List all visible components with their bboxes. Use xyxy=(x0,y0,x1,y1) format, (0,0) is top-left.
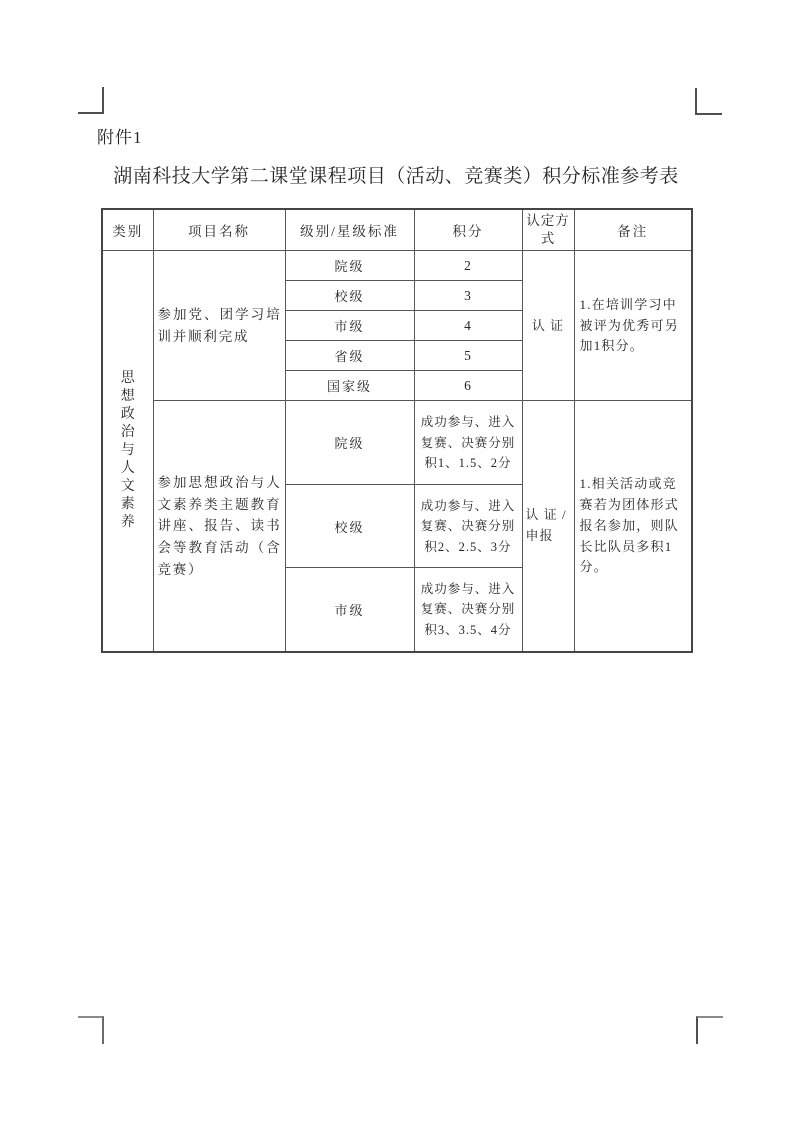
col-header-remark: 备注 xyxy=(574,209,692,251)
points-cell: 成功参与、进入复赛、决赛分别积3、3.5、4分 xyxy=(414,568,522,652)
level-cell: 市级 xyxy=(285,311,414,341)
points-cell: 成功参与、进入复赛、决赛分别积2、2.5、3分 xyxy=(414,485,522,568)
remark-cell: 1.相关活动或竞赛若为团体形式报名参加，则队长比队员多积1分。 xyxy=(574,401,692,652)
col-header-level: 级别/星级标准 xyxy=(285,209,414,251)
category-cell: 思 想 政 治 与 人 文 素 养 xyxy=(102,251,153,652)
level-cell: 国家级 xyxy=(285,371,414,401)
table-header-row xyxy=(102,209,692,251)
points-cell: 3 xyxy=(414,281,522,311)
attachment-label: 附件1 xyxy=(97,128,143,147)
scoring-table xyxy=(101,208,693,653)
level-cell: 院级 xyxy=(285,401,414,485)
method-cell: 认 证 xyxy=(522,251,574,401)
points-cell: 成功参与、进入复赛、决赛分别积1、1.5、2分 xyxy=(414,401,522,485)
col-header-method: 认定方式 xyxy=(522,209,574,251)
col-header-project: 项目名称 xyxy=(153,209,285,251)
document-title: 湖南科技大学第二课堂课程项目（活动、竞赛类）积分标准参考表 xyxy=(113,166,679,187)
points-cell: 5 xyxy=(414,341,522,371)
table-row xyxy=(102,251,692,281)
level-cell: 校级 xyxy=(285,281,414,311)
table-row xyxy=(102,401,692,485)
points-cell: 2 xyxy=(414,251,522,281)
level-cell: 市级 xyxy=(285,568,414,652)
crop-mark-top-left xyxy=(78,87,104,114)
level-cell: 校级 xyxy=(285,485,414,568)
col-header-category: 类别 xyxy=(102,209,153,251)
project-cell: 参加思想政治与人文素养类主题教育讲座、报告、读书会等教育活动（含竞赛） xyxy=(153,401,285,652)
crop-mark-bottom-left xyxy=(78,1016,104,1044)
remark-cell: 1.在培训学习中被评为优秀可另加1积分。 xyxy=(574,251,692,401)
project-cell: 参加党、团学习培训并顺利完成 xyxy=(153,251,285,401)
points-cell: 6 xyxy=(414,371,522,401)
col-header-points: 积分 xyxy=(414,209,522,251)
method-cell: 认 证 /申报 xyxy=(522,401,574,652)
crop-mark-bottom-right xyxy=(696,1016,723,1044)
level-cell: 院级 xyxy=(285,251,414,281)
crop-mark-top-right xyxy=(695,88,722,115)
points-cell: 4 xyxy=(414,311,522,341)
level-cell: 省级 xyxy=(285,341,414,371)
